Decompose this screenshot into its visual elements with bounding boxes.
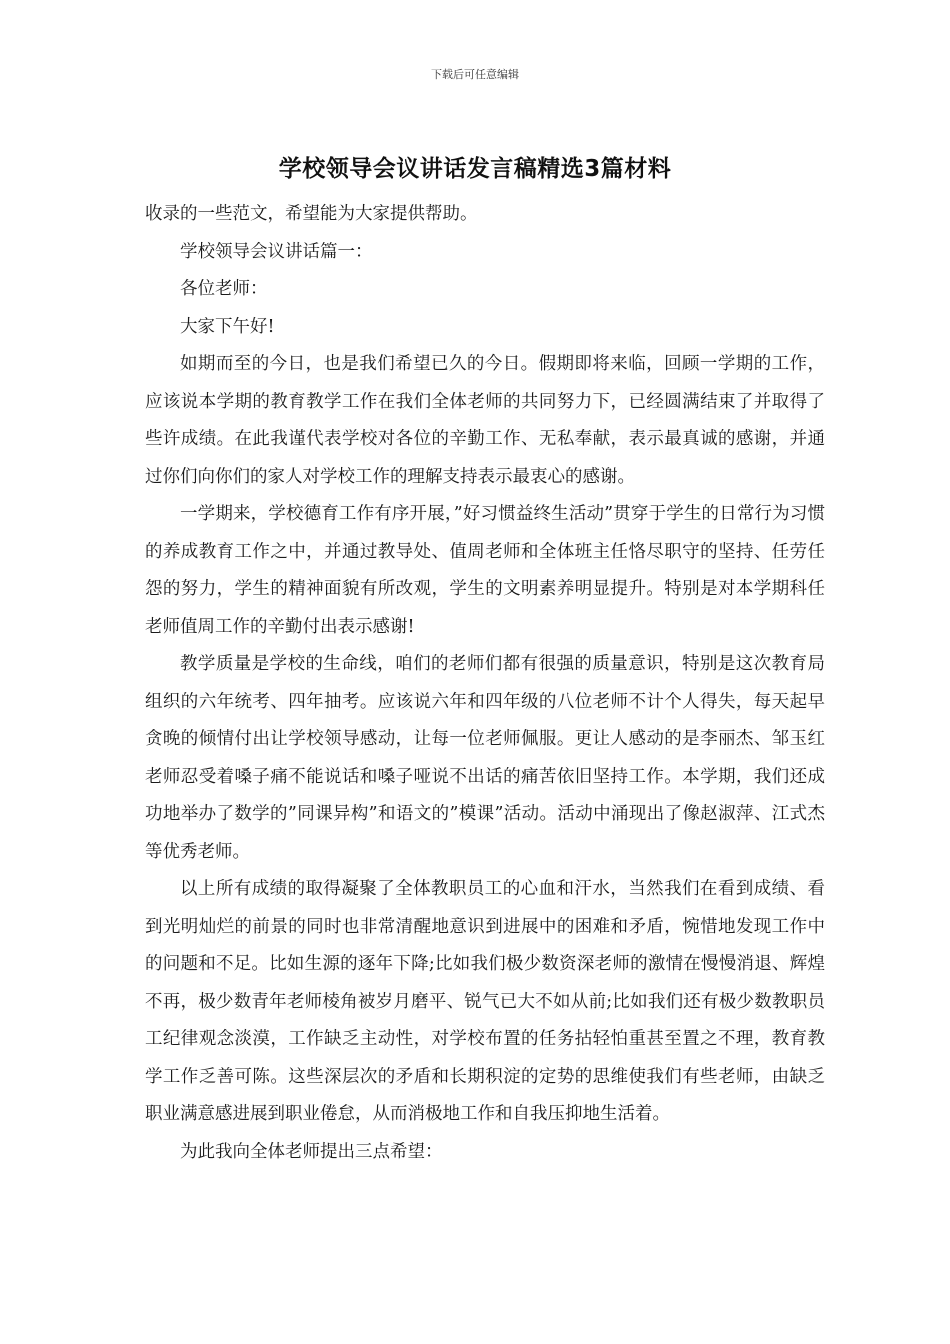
document-body — [145, 196, 825, 1171]
salutation: 各位老师： — [180, 279, 268, 299]
paragraph: 以上所有成绩的取得凝聚了全体教职员工的心血和汗水，当然我们在看到成绩、看到光明灿烂的前景的同时也非常清醒地意识到进展中的困难和矛盾，惋惜地发现工作中的问题和不足。比如生源的逐年下降;比如我们极少数资深老师的激情在慢慢消退、辉煌不再，极少数青年老师棱角被岁月磨平、锐气已大不如从前;比如我们还有极少数教职员工纪律观念淡漠，工作缺乏主动性，对学校布置的任务拈轻怕重甚至置之不理，教育教学工作乏善可陈。这些深层次的矛盾和长期积淀的定势的思维使我们有些老师，由缺乏职业满意感进展到职业倦怠，从而消极地工作和自我压抑地生活着。 — [145, 879, 825, 1124]
page-header-note: 下载后可任意编辑 — [431, 68, 519, 81]
greeting: 大家下午好! — [180, 316, 275, 337]
paragraph: 一学期来，学校德育工作有序开展，”好习惯益终生活动”贯穿于学生的日常行为习惯的养成教育工作之中，并通过教导处、值周老师和全体班主任恪尽职守的坚持、任劳任怨的努力，学生的精神面貌有所改观，学生的文明素养明显提升。特别是对本学期科任老师值周工作的辛勤付出表示感谢! — [145, 504, 825, 637]
section-heading: 学校领导会议讲话篇一： — [180, 241, 373, 262]
paragraph: 教学质量是学校的生命线，咱们的老师们都有很强的质量意识，特别是这次教育局组织的六年统考、四年抽考。应该说六年和四年级的八位老师不计个人得失，每天起早贪晚的倾情付出让学校领导感动，让每一位老师佩服。更让人感动的是李丽杰、邹玉红老师忍受着嗓子痛不能说话和嗓子哑说不出话的痛苦依旧坚持工作。本学期，我们还成功地举办了数学的”同课异构”和语文的”模课”活动。活动中涌现出了像赵淑萍、江式杰等优秀老师。 — [145, 654, 825, 862]
document-title: 学校领导会议讲话发言稿精选3篇材料 — [278, 156, 672, 182]
paragraph-intro: 收录的一些范文，希望能为大家提供帮助。 — [145, 204, 478, 224]
paragraph: 为此我向全体老师提出三点希望： — [180, 1141, 443, 1162]
paragraph: 如期而至的今日，也是我们希望已久的今日。假期即将来临，回顾一学期的工作，应该说本学期的教育教学工作在我们全体老师的共同努力下，已经圆满结束了并取得了些许成绩。在此我谨代表学校对各位的辛勤工作、无私奉献，表示最真诚的感谢，并通过你们向你们的家人对学校工作的理解支持表示最衷心的感谢。 — [145, 354, 825, 487]
